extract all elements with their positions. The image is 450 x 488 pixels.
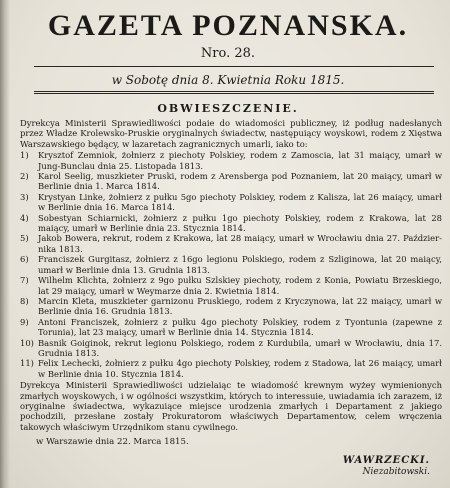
list-item <box>20 192 442 213</box>
masthead: GAZETA POZNANSKA. <box>47 9 409 42</box>
entry-number: 1) <box>20 150 29 161</box>
list-item <box>20 171 442 192</box>
notice-closing: Dyrekcya Ministerii Sprawiedliwości udzielaiąc te wiadomość krewnym wyżey wymienionych zmarłych woyskowych, i w ogólności wszystkim, których to interessuie, uwiadamia ich zarazem, iż oryginalne świadectwa, wykazuiące miejsce urodzenia zmarłych i Departament z jakiego pochodzili, przesłane zostały Prokuratorom właściwych Departamentow, celem wręczenia takowych właściwym Urzędnikom stanu cywilnego. <box>20 380 442 432</box>
entry-text: Marcin Kleta, muszkieter garnizonu Pruskiego, rodem z Kryczynowa, lat 22 maiący, umarł w Berlinie dnia 16. Grudnia 1813. <box>38 295 442 317</box>
entry-text: Krystyan Linke, żołnierz z pułku 5go piechoty Polskiey, rodem z Kalisza, lat 26 maiący, umarł w Berlinie dnia 16. Marca 1814. <box>38 191 442 213</box>
notice-intro: Dyrekcya Ministerii Sprawiedliwości podaie do wiadomości publiczney, iż podług nadesłanych przez Władze Krolewsko-Pruskie oryginalnych świadectw, następuiący woyskowi, rodem z Xięstwa Warszawskiego będący, w lazaretach zagranicznych umarli, iako to: <box>20 118 442 149</box>
entry-number: 2) <box>20 171 29 182</box>
entry-text: Antoni Franciszek, żołnierz z pułku 4go piechoty Polskiey, rodem z Tyontunia (zapewne z Torunia), lat 23 maiący, umarł w Berlinie dnia 14. Stycznia 1814. <box>38 316 442 338</box>
entry-text: Franciszek Gurgitasz, żołnierz z 16go legionu Polskiego, rodem z Szliginowa, lat 20 maiący, umarł w Berlinie dnia 13. Grudnia 1813. <box>38 254 442 275</box>
rule-top <box>34 66 434 67</box>
entry-number: 4) <box>20 212 29 223</box>
issue-number: Nro. 28. <box>200 46 256 61</box>
notice-heading: OBWIESZCZENIE. <box>157 102 299 115</box>
signer-secondary: Niezabitowski. <box>362 467 430 478</box>
list-item <box>20 358 442 379</box>
list-item <box>20 150 442 171</box>
entry-text: Basnik Goiginok, rekrut legionu Polskiego, rodem z Kurdubila, umarł w Wrocławiu, dnia 17. Grudnia 1813. <box>38 337 442 358</box>
list-item <box>20 213 442 234</box>
rule-double <box>34 91 434 94</box>
entry-number: 8) <box>20 295 29 306</box>
entry-number: 9) <box>20 316 29 327</box>
list-item <box>20 317 442 338</box>
entry-text: Wilhelm Klichta, żołnierz z 9go pułku Szlskiey piechoty, rodem z Konia, Powiatu Brzeskiego, lat 29 maiący, umarł w Weymarze dnia 2. Kwietnia 1814. <box>38 275 442 296</box>
list-item <box>20 233 442 254</box>
entry-number: 5) <box>20 233 29 244</box>
list-item <box>20 338 442 359</box>
entry-number: 11) <box>20 358 34 369</box>
entry-text: Karol Seelig, muszkieter Pruski, rodem z Arensberga pod Poznaniem, lat 20 maiący, umarł w Berlinie dnia 1. Marca 1814. <box>38 171 442 192</box>
signer-name: WAWRZECKI. <box>342 455 430 467</box>
list-item <box>20 296 442 317</box>
entry-number: 10) <box>20 337 34 348</box>
entry-text: Sobestyan Schiarnicki, żołnierz z pułku 1go piechoty Polskiey, rodem z Krakowa, lat 28 maiący, umarł w Berlinie dnia 23. Stycznia 1814. <box>38 212 442 234</box>
entry-text: Felix Lechecki, żołnierz z pułku 4go piechoty Polskiey, rodem z Stadowa, lat 26 maiący, umarł w Berlinie dnia 10. Stycznia 1814. <box>38 358 442 379</box>
entry-number: 6) <box>20 254 29 265</box>
entry-number: 7) <box>20 275 29 286</box>
entry-text: Krysztof Zemniok, żołnierz z piechoty Polskiey, rodem z Zamoscia, lat 31 maiący, umarł w Jung-Bunclau dnia 25. Listopada 1813. <box>38 150 442 171</box>
list-item <box>20 254 442 275</box>
entry-number: 3) <box>20 191 29 202</box>
list-item <box>20 275 442 296</box>
dateline: w Sobotę dnia 8. Kwietnia Roku 1815. <box>111 73 345 87</box>
deceased-list <box>14 150 442 379</box>
page-binding-edge <box>0 0 10 488</box>
notice-date: w Warszawie dnia 22. Marca 1815. <box>36 437 189 448</box>
entry-text: Jakob Bowera, rekrut, rodem z Krakowa, lat 28 maiący, umarł w Wrocławiu dnia 27. Października 1813. <box>38 233 442 254</box>
